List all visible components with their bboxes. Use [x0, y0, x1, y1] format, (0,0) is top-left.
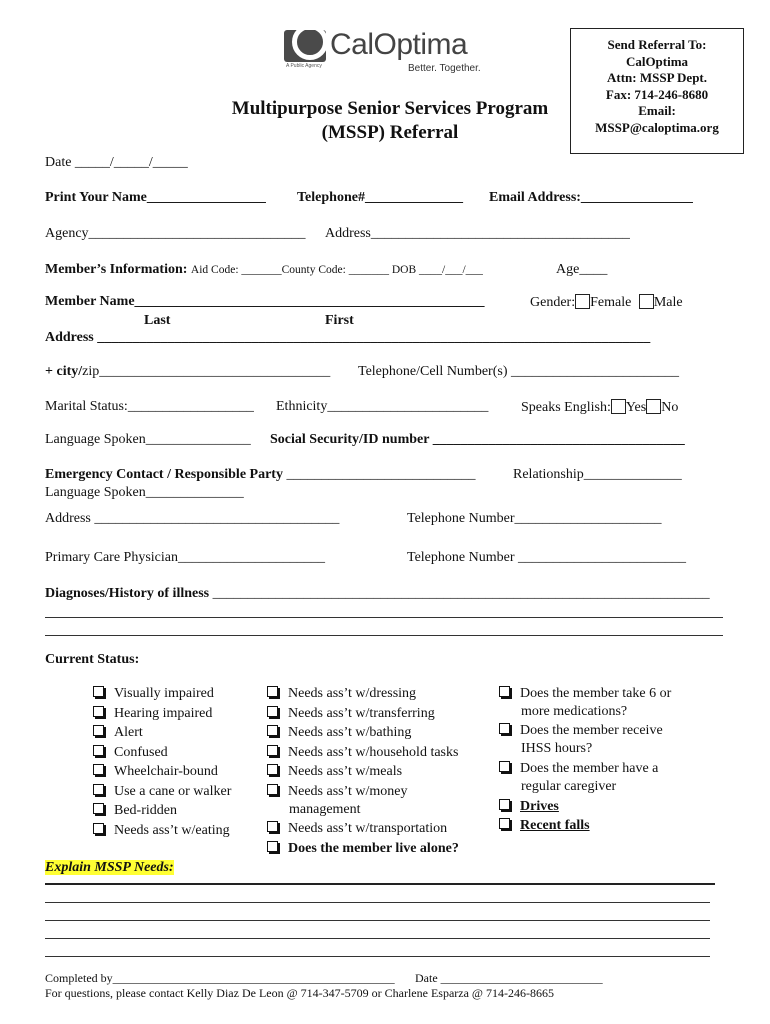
pcp-telephone-field[interactable]: Telephone Number ________________________ — [407, 550, 686, 565]
checkbox-icon[interactable] — [499, 761, 510, 772]
contact-note: For questions, please contact Kelly Diaz De Leon @ 714-347-5709 or Charlene Esparza @ 714-246-8665 — [45, 986, 554, 1000]
status-six-medications-continued: more medications? — [521, 704, 628, 719]
status-alert[interactable] — [93, 725, 143, 741]
female-checkbox[interactable] — [575, 294, 590, 309]
caloptima-logo-mark-icon — [284, 30, 326, 62]
status-live-alone[interactable] — [267, 841, 459, 857]
send-line: Email: — [638, 103, 676, 118]
status-visually-impaired[interactable] — [93, 686, 214, 702]
city-label: + city/ — [45, 364, 83, 379]
status-label: Wheelchair-bound — [114, 764, 218, 779]
send-line: MSSP@caloptima.org — [595, 119, 719, 135]
status-needs-eating[interactable] — [93, 823, 230, 839]
checkbox-icon[interactable] — [93, 706, 104, 717]
send-line: Attn: MSSP Dept. — [606, 70, 708, 85]
status-recent-falls[interactable] — [499, 818, 590, 834]
status-label: Needs ass’t w/eating — [114, 823, 230, 838]
speaks-english-label: Speaks English: — [521, 400, 611, 415]
checkbox-icon[interactable] — [93, 745, 104, 756]
checkbox-icon[interactable] — [93, 725, 104, 736]
logo-agency: A Public Agency — [286, 63, 322, 69]
male-label: Male — [653, 295, 683, 310]
checkbox-icon[interactable] — [93, 803, 104, 814]
current-status-label: Current Status: — [45, 652, 140, 667]
status-label: Needs ass’t w/bathing — [288, 725, 412, 740]
age-field[interactable]: Age____ — [556, 262, 608, 277]
status-caregiver[interactable] — [499, 761, 658, 777]
no-label: No — [661, 400, 679, 415]
diagnoses-field[interactable] — [45, 586, 710, 602]
speaks-english-row — [521, 399, 678, 416]
status-label: Alert — [114, 725, 143, 740]
status-label: Needs ass’t w/meals — [288, 764, 403, 779]
status-bed-ridden[interactable] — [93, 803, 177, 819]
pcp-field[interactable]: Primary Care Physician_____________________ — [45, 550, 325, 565]
yes-checkbox[interactable] — [611, 399, 626, 414]
yes-label: Yes — [625, 400, 647, 415]
status-needs-household[interactable] — [267, 745, 458, 761]
status-confused[interactable] — [93, 745, 168, 761]
status-label: Needs ass’t w/household tasks — [288, 745, 459, 760]
send-line: CalOptima — [625, 53, 689, 69]
diagnoses-label: Diagnoses/History of illness — [45, 586, 210, 601]
status-needs-meals[interactable] — [267, 764, 402, 780]
print-name-field[interactable]: Print Your Name_________________ — [45, 190, 266, 205]
status-label: Hearing impaired — [114, 706, 213, 721]
checkbox-icon[interactable] — [499, 723, 510, 734]
diagnoses-blank: _______________________________________________________________________ — [212, 586, 710, 601]
ssn-field[interactable] — [270, 432, 685, 448]
status-needs-bathing[interactable] — [267, 725, 411, 741]
checkbox-icon[interactable] — [267, 764, 278, 775]
footer-date-field[interactable]: Date ___________________________ — [415, 971, 603, 985]
language-spoken-field[interactable]: Language Spoken_______________ — [45, 432, 251, 447]
status-label: Does the member receive — [520, 723, 663, 738]
status-drives[interactable] — [499, 799, 559, 815]
last-name-caption: Last — [144, 313, 171, 328]
emergency-contact-blank: ___________________________ — [286, 467, 476, 482]
explain-needs-label — [45, 860, 174, 876]
checkbox-icon[interactable] — [267, 686, 278, 697]
ssn-blank: ____________________________________ — [432, 432, 685, 447]
status-needs-dressing[interactable] — [267, 686, 416, 702]
member-name-field[interactable]: Member Name__________________________________________________ — [45, 294, 485, 309]
agency-address-field[interactable]: Address_____________________________________ — [325, 226, 630, 241]
status-ihss-continued: IHSS hours? — [521, 741, 593, 756]
status-needs-transferring[interactable] — [267, 706, 435, 722]
status-label: Confused — [114, 745, 168, 760]
status-hearing-impaired[interactable] — [93, 706, 212, 722]
female-label: Female — [590, 295, 632, 310]
diagnoses-line[interactable] — [45, 617, 723, 618]
explain-line[interactable] — [45, 902, 710, 903]
date-field[interactable]: Date _____/_____/_____ — [45, 155, 188, 170]
emergency-contact-field[interactable] — [45, 467, 475, 483]
gender-row — [530, 294, 683, 311]
status-wheelchair-bound[interactable] — [93, 764, 218, 780]
explain-line[interactable] — [45, 956, 710, 957]
marital-status-field[interactable]: Marital Status:__________________ — [45, 399, 254, 414]
email-field[interactable]: Email Address:________________ — [489, 190, 693, 205]
explain-line[interactable] — [45, 883, 715, 885]
status-label: Does the member take 6 or — [520, 686, 672, 701]
status-label: Needs ass’t w/money — [288, 784, 408, 799]
checkbox-icon[interactable] — [93, 823, 104, 834]
status-needs-transportation[interactable] — [267, 821, 447, 837]
status-label: Recent falls — [520, 818, 590, 833]
diagnoses-line[interactable] — [45, 635, 723, 636]
checkbox-icon[interactable] — [499, 799, 510, 810]
status-needs-money-continued: management — [289, 802, 361, 817]
checkbox-icon[interactable] — [267, 784, 278, 795]
no-checkbox[interactable] — [646, 399, 661, 414]
status-cane-walker[interactable] — [93, 784, 231, 800]
checkbox-icon[interactable] — [499, 818, 510, 829]
agency-field[interactable]: Agency_______________________________ — [45, 226, 306, 241]
status-label: Does the member live alone? — [288, 841, 459, 856]
city-zip-field[interactable] — [45, 364, 330, 380]
member-info-row — [45, 262, 483, 278]
explain-line[interactable] — [45, 920, 710, 921]
ec-address-field[interactable]: Address ___________________________________ — [45, 511, 340, 526]
status-label: Use a cane or walker — [114, 784, 232, 799]
status-needs-money[interactable] — [267, 784, 408, 800]
status-ihss[interactable] — [499, 723, 663, 739]
status-caregiver-continued: regular caregiver — [521, 779, 617, 794]
status-label: Visually impaired — [114, 686, 214, 701]
logo-name: CalOptima — [330, 28, 468, 61]
checkbox-icon[interactable] — [267, 821, 278, 832]
explain-needs-colon: : — [168, 860, 174, 875]
explain-line[interactable] — [45, 938, 710, 939]
ssn-label: Social Security/ID number — [270, 432, 430, 447]
checkbox-icon[interactable] — [267, 745, 278, 756]
status-six-medications[interactable] — [499, 686, 671, 702]
male-checkbox[interactable] — [639, 294, 654, 309]
checkbox-icon[interactable] — [267, 841, 278, 852]
form-title-line1: Multipurpose Senior Services Program — [231, 98, 549, 119]
relationship-field[interactable]: Relationship______________ — [513, 467, 682, 482]
form-title-line2: (MSSP) Referral — [321, 122, 459, 143]
status-label: Drives — [520, 799, 559, 814]
status-label: Needs ass’t w/transportation — [288, 821, 448, 836]
status-label: Needs ass’t w/dressing — [288, 686, 417, 701]
checkbox-icon[interactable] — [93, 784, 104, 795]
member-info-fields[interactable]: Aid Code: _______County Code: _______ DOB ____/___/___ — [190, 264, 483, 276]
ec-telephone-field[interactable]: Telephone Number_____________________ — [407, 511, 662, 526]
member-address-field[interactable]: Address _______________________________________________________________________________ — [45, 330, 651, 345]
status-label: Needs ass’t w/transferring — [288, 706, 435, 721]
first-name-caption: First — [325, 313, 354, 328]
caloptima-logo — [284, 30, 494, 76]
status-label: Bed-ridden — [114, 803, 177, 818]
checkbox-icon[interactable] — [267, 706, 278, 717]
zip-blank: zip_________________________________ — [82, 364, 331, 379]
ethnicity-field[interactable]: Ethnicity_______________________ — [276, 399, 489, 414]
send-line: Send Referral To: — [607, 37, 707, 52]
tel-cell-field[interactable]: Telephone/Cell Number(s) ________________________ — [358, 364, 679, 379]
member-info-label: Member’s Information: — [45, 262, 188, 277]
ec-language-field[interactable]: Language Spoken______________ — [45, 485, 244, 500]
status-label: Does the member have a — [520, 761, 659, 776]
emergency-contact-label: Emergency Contact / Responsible Party — [45, 467, 283, 482]
checkbox-icon[interactable] — [267, 725, 278, 736]
gender-label: Gender: — [530, 295, 576, 310]
telephone-field[interactable]: Telephone#______________ — [297, 190, 463, 205]
send-line: Fax: 714-246-8680 — [605, 86, 709, 102]
checkbox-icon[interactable] — [93, 686, 104, 697]
completed-by-field[interactable]: Completed by_______________________________________________ — [45, 971, 395, 985]
explain-needs-text: Explain MSSP Needs — [45, 860, 169, 875]
checkbox-icon[interactable] — [93, 764, 104, 775]
logo-tagline: Better. Together. — [408, 63, 481, 74]
checkbox-icon[interactable] — [499, 686, 510, 697]
